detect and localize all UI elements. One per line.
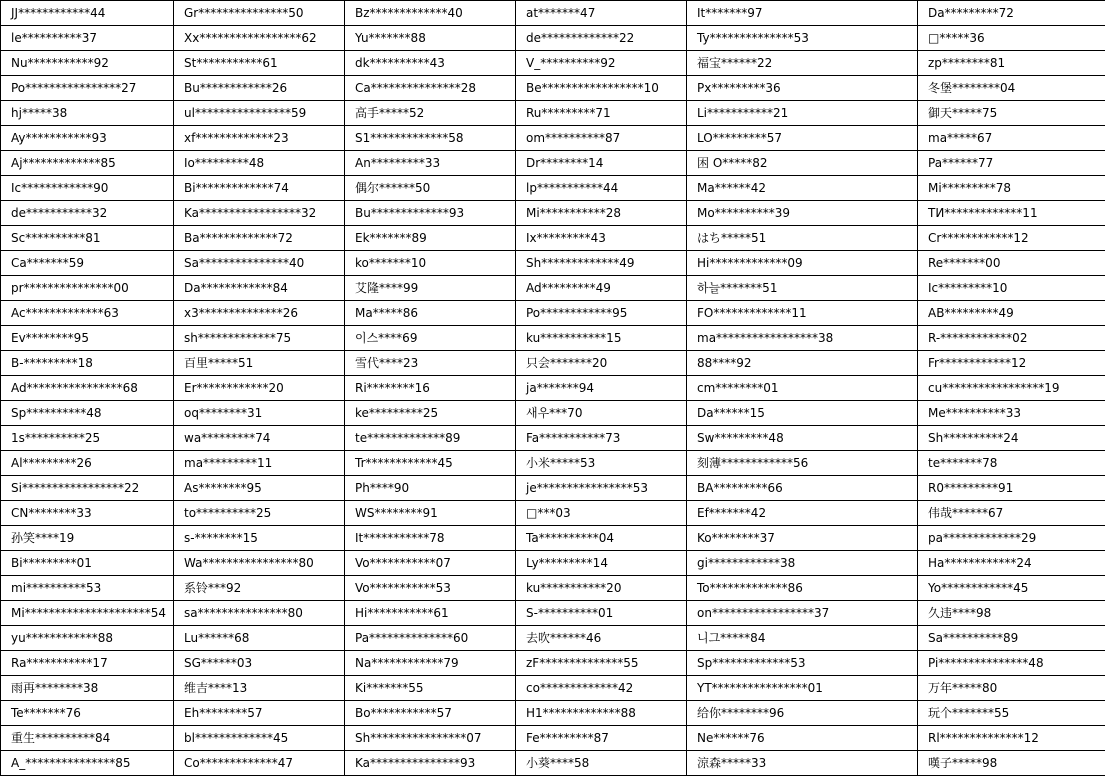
table-cell: 去吹******46 xyxy=(516,626,687,651)
table-cell: ja*******94 xyxy=(516,376,687,401)
table-cell: Hi*************09 xyxy=(687,251,918,276)
table-row xyxy=(1,276,1105,301)
table-cell: Ra***********17 xyxy=(1,651,174,676)
table-cell: pr***************00 xyxy=(1,276,174,301)
table-cell: Ay***********93 xyxy=(1,126,174,151)
table-cell: x3**************26 xyxy=(174,301,345,326)
table-cell: dk**********43 xyxy=(345,51,516,76)
table-cell: 涼森*****33 xyxy=(687,751,918,776)
table-cell: ma*********11 xyxy=(174,451,345,476)
table-row xyxy=(1,76,1105,101)
table-cell: Xx*****************62 xyxy=(174,26,345,51)
table-cell: on*****************37 xyxy=(687,601,918,626)
table-cell: 小米*****53 xyxy=(516,451,687,476)
table-cell: Sh****************07 xyxy=(345,726,516,751)
table-cell: Li***********21 xyxy=(687,101,918,126)
table-cell: om**********87 xyxy=(516,126,687,151)
table-cell: Ad*********49 xyxy=(516,276,687,301)
table-cell: Cr************12 xyxy=(918,226,1105,251)
table-row xyxy=(1,251,1105,276)
table-cell: Pa******77 xyxy=(918,151,1105,176)
table-cell: Vo***********07 xyxy=(345,551,516,576)
table-cell: xf*************23 xyxy=(174,126,345,151)
table-cell: Ca***************28 xyxy=(345,76,516,101)
table-cell: le**********37 xyxy=(1,26,174,51)
table-cell: Bo***********57 xyxy=(345,701,516,726)
table-cell: Pa**************60 xyxy=(345,626,516,651)
table-cell: FO*************11 xyxy=(687,301,918,326)
table-cell: Pi***************48 xyxy=(918,651,1105,676)
table-cell: Nu***********92 xyxy=(1,51,174,76)
table-cell: Sp**********48 xyxy=(1,401,174,426)
table-cell: Io*********48 xyxy=(174,151,345,176)
table-cell: wa*********74 xyxy=(174,426,345,451)
table-cell: YT****************01 xyxy=(687,676,918,701)
table-cell: 1s**********25 xyxy=(1,426,174,451)
table-cell: zp********81 xyxy=(918,51,1105,76)
table-cell: Da************84 xyxy=(174,276,345,301)
table-cell: Yo************45 xyxy=(918,576,1105,601)
table-cell: de*************22 xyxy=(516,26,687,51)
table-cell: Na************79 xyxy=(345,651,516,676)
table-cell: Re*******00 xyxy=(918,251,1105,276)
table-cell: Sh**********24 xyxy=(918,426,1105,451)
table-row xyxy=(1,651,1105,676)
table-cell: Po************95 xyxy=(516,301,687,326)
table-row xyxy=(1,126,1105,151)
table-row xyxy=(1,51,1105,76)
table-cell: 困 O*****82 xyxy=(687,151,918,176)
table-cell: bl*************45 xyxy=(174,726,345,751)
table-cell: 니그*****84 xyxy=(687,626,918,651)
table-cell: te*******78 xyxy=(918,451,1105,476)
table-cell: Aj*************85 xyxy=(1,151,174,176)
table-cell: Gr***************50 xyxy=(174,1,345,26)
table-cell: Bz*************40 xyxy=(345,1,516,26)
table-cell: CN********33 xyxy=(1,501,174,526)
table-cell: 雨再********38 xyxy=(1,676,174,701)
table-row xyxy=(1,201,1105,226)
table-cell: pa*************29 xyxy=(918,526,1105,551)
table-cell: ku***********15 xyxy=(516,326,687,351)
table-cell: Wa****************80 xyxy=(174,551,345,576)
table-cell: s-********15 xyxy=(174,526,345,551)
table-cell: Mi*********78 xyxy=(918,176,1105,201)
table-cell: 玩个*******55 xyxy=(918,701,1105,726)
table-row xyxy=(1,501,1105,526)
table-cell: Ne******76 xyxy=(687,726,918,751)
table-cell: Mi*********************54 xyxy=(1,601,174,626)
table-cell: 福宝******22 xyxy=(687,51,918,76)
table-cell: As********95 xyxy=(174,476,345,501)
table-cell: 小葵****58 xyxy=(516,751,687,776)
table-cell: je****************53 xyxy=(516,476,687,501)
table-cell: Dr********14 xyxy=(516,151,687,176)
table-cell: Ty**************53 xyxy=(687,26,918,51)
table-cell: LO*********57 xyxy=(687,126,918,151)
table-cell: Ad****************68 xyxy=(1,376,174,401)
table-cell: Me**********33 xyxy=(918,401,1105,426)
table-cell: 久违****98 xyxy=(918,601,1105,626)
table-cell: Ta**********04 xyxy=(516,526,687,551)
table-cell: 雪代****23 xyxy=(345,351,516,376)
table-cell: It***********78 xyxy=(345,526,516,551)
table-cell: S1*************58 xyxy=(345,126,516,151)
table-row xyxy=(1,701,1105,726)
table-cell: Ic*********10 xyxy=(918,276,1105,301)
table-cell: Lu******68 xyxy=(174,626,345,651)
table-cell: 系铃***92 xyxy=(174,576,345,601)
table-cell: yu************88 xyxy=(1,626,174,651)
table-row xyxy=(1,601,1105,626)
table-cell: 给你********96 xyxy=(687,701,918,726)
table-cell: S-**********01 xyxy=(516,601,687,626)
table-cell: ke*********25 xyxy=(345,401,516,426)
table-cell: Ek*******89 xyxy=(345,226,516,251)
table-row xyxy=(1,351,1105,376)
table-cell: Ef*******42 xyxy=(687,501,918,526)
table-cell: zF**************55 xyxy=(516,651,687,676)
table-cell: 偶尔******50 xyxy=(345,176,516,201)
table-cell: 이스****69 xyxy=(345,326,516,351)
table-cell: Ly*********14 xyxy=(516,551,687,576)
table-cell: Po****************27 xyxy=(1,76,174,101)
table-cell: □*****36 xyxy=(918,26,1105,51)
table-row xyxy=(1,26,1105,51)
table-cell: Ru*********71 xyxy=(516,101,687,126)
table-cell: to**********25 xyxy=(174,501,345,526)
table-cell: 高手*****52 xyxy=(345,101,516,126)
table-cell: TИ*************11 xyxy=(918,201,1105,226)
table-cell: Ka*****************32 xyxy=(174,201,345,226)
table-cell: JJ************44 xyxy=(1,1,174,26)
table-cell: co*************42 xyxy=(516,676,687,701)
table-cell: Ha************24 xyxy=(918,551,1105,576)
table-cell: Vo***********53 xyxy=(345,576,516,601)
table-cell: Ma******42 xyxy=(687,176,918,201)
table-cell: Rl**************12 xyxy=(918,726,1105,751)
table-cell: Bi*************74 xyxy=(174,176,345,201)
table-cell: Tr************45 xyxy=(345,451,516,476)
table-cell: gi************38 xyxy=(687,551,918,576)
table-row xyxy=(1,476,1105,501)
table-row xyxy=(1,751,1105,776)
table-cell: 御天*****75 xyxy=(918,101,1105,126)
table-row xyxy=(1,576,1105,601)
table-cell: Sh*************49 xyxy=(516,251,687,276)
table-cell: Yu*******88 xyxy=(345,26,516,51)
table-cell: Bi*********01 xyxy=(1,551,174,576)
table-row xyxy=(1,301,1105,326)
table-cell: ma*****67 xyxy=(918,126,1105,151)
table-cell: Al*********26 xyxy=(1,451,174,476)
table-cell: H1*************88 xyxy=(516,701,687,726)
table-row xyxy=(1,426,1105,451)
table-cell: AB*********49 xyxy=(918,301,1105,326)
table-cell: Te*******76 xyxy=(1,701,174,726)
table-cell: Mi***********28 xyxy=(516,201,687,226)
table-cell: Co*************47 xyxy=(174,751,345,776)
table-cell: 艾隆****99 xyxy=(345,276,516,301)
table-cell: Ix*********43 xyxy=(516,226,687,251)
table-cell: A_***************85 xyxy=(1,751,174,776)
table-cell: 重生**********84 xyxy=(1,726,174,751)
table-cell: B-*********18 xyxy=(1,351,174,376)
table-cell: Hi***********61 xyxy=(345,601,516,626)
table-cell: Sc**********81 xyxy=(1,226,174,251)
table-cell: 孙笑****19 xyxy=(1,526,174,551)
table-cell: 百里*****51 xyxy=(174,351,345,376)
table-row xyxy=(1,726,1105,751)
table-cell: Da******15 xyxy=(687,401,918,426)
table-cell: sh*************75 xyxy=(174,326,345,351)
table-row xyxy=(1,1,1105,26)
table-row xyxy=(1,176,1105,201)
table-cell: 只会*******20 xyxy=(516,351,687,376)
table-cell: WS********91 xyxy=(345,501,516,526)
table-cell: at*******47 xyxy=(516,1,687,26)
table-row xyxy=(1,376,1105,401)
table-cell: te*************89 xyxy=(345,426,516,451)
table-row xyxy=(1,151,1105,176)
table-cell: Ma*****86 xyxy=(345,301,516,326)
table-cell: BA*********66 xyxy=(687,476,918,501)
table-cell: hj*****38 xyxy=(1,101,174,126)
table-cell: Ki*******55 xyxy=(345,676,516,701)
table-cell: Ac*************63 xyxy=(1,301,174,326)
table-cell: Ev********95 xyxy=(1,326,174,351)
table-cell: 万年*****80 xyxy=(918,676,1105,701)
table-cell: はち*****51 xyxy=(687,226,918,251)
table-cell: 하늘*******51 xyxy=(687,276,918,301)
table-cell: Px*********36 xyxy=(687,76,918,101)
table-cell: Fr************12 xyxy=(918,351,1105,376)
table-cell: It*******97 xyxy=(687,1,918,26)
table-cell: 嘆子*****98 xyxy=(918,751,1105,776)
table-cell: Si*****************22 xyxy=(1,476,174,501)
table-cell: Da*********72 xyxy=(918,1,1105,26)
table-cell: Eh********57 xyxy=(174,701,345,726)
table-cell: Ca*******59 xyxy=(1,251,174,276)
table-cell: sa***************80 xyxy=(174,601,345,626)
table-cell: To*************86 xyxy=(687,576,918,601)
table-cell: Er************20 xyxy=(174,376,345,401)
table-body xyxy=(1,1,1105,776)
table-cell: mi**********53 xyxy=(1,576,174,601)
table-cell: 维吉****13 xyxy=(174,676,345,701)
table-cell: oq********31 xyxy=(174,401,345,426)
table-cell: Ph****90 xyxy=(345,476,516,501)
table-row xyxy=(1,526,1105,551)
table-cell: Sw*********48 xyxy=(687,426,918,451)
table-cell: 刻薄************56 xyxy=(687,451,918,476)
table-cell: ul****************59 xyxy=(174,101,345,126)
table-row xyxy=(1,326,1105,351)
table-cell: Be*****************10 xyxy=(516,76,687,101)
table-cell: Mo**********39 xyxy=(687,201,918,226)
table-row xyxy=(1,101,1105,126)
table-cell: R0*********91 xyxy=(918,476,1105,501)
table-cell: SG******03 xyxy=(174,651,345,676)
table-cell: lp***********44 xyxy=(516,176,687,201)
table-cell: Bu*************93 xyxy=(345,201,516,226)
table-cell: de***********32 xyxy=(1,201,174,226)
table-cell: Ic************90 xyxy=(1,176,174,201)
table-cell: Sa**********89 xyxy=(918,626,1105,651)
table-cell: Fe*********87 xyxy=(516,726,687,751)
table-cell: Ba*************72 xyxy=(174,226,345,251)
table-cell: cm********01 xyxy=(687,376,918,401)
table-cell: ma*****************38 xyxy=(687,326,918,351)
table-cell: ku***********20 xyxy=(516,576,687,601)
table-row xyxy=(1,451,1105,476)
table-cell: 88****92 xyxy=(687,351,918,376)
table-cell: Fa***********73 xyxy=(516,426,687,451)
table-cell: Sp*************53 xyxy=(687,651,918,676)
table-cell: 冬堡********04 xyxy=(918,76,1105,101)
table-cell: An*********33 xyxy=(345,151,516,176)
table-cell: V_**********92 xyxy=(516,51,687,76)
table-cell: ko*******10 xyxy=(345,251,516,276)
table-cell: Ri********16 xyxy=(345,376,516,401)
table-row xyxy=(1,226,1105,251)
table-cell: 伟哉******67 xyxy=(918,501,1105,526)
table-row xyxy=(1,626,1105,651)
table-row xyxy=(1,401,1105,426)
table-cell: 새우***70 xyxy=(516,401,687,426)
table-cell: Ko********37 xyxy=(687,526,918,551)
table-cell: □***03 xyxy=(516,501,687,526)
table-cell: St***********61 xyxy=(174,51,345,76)
table-cell: Bu************26 xyxy=(174,76,345,101)
table-row xyxy=(1,551,1105,576)
table-cell: cu*****************19 xyxy=(918,376,1105,401)
table-cell: Ka***************93 xyxy=(345,751,516,776)
table-cell: R-************02 xyxy=(918,326,1105,351)
table-cell: Sa***************40 xyxy=(174,251,345,276)
table-row xyxy=(1,676,1105,701)
